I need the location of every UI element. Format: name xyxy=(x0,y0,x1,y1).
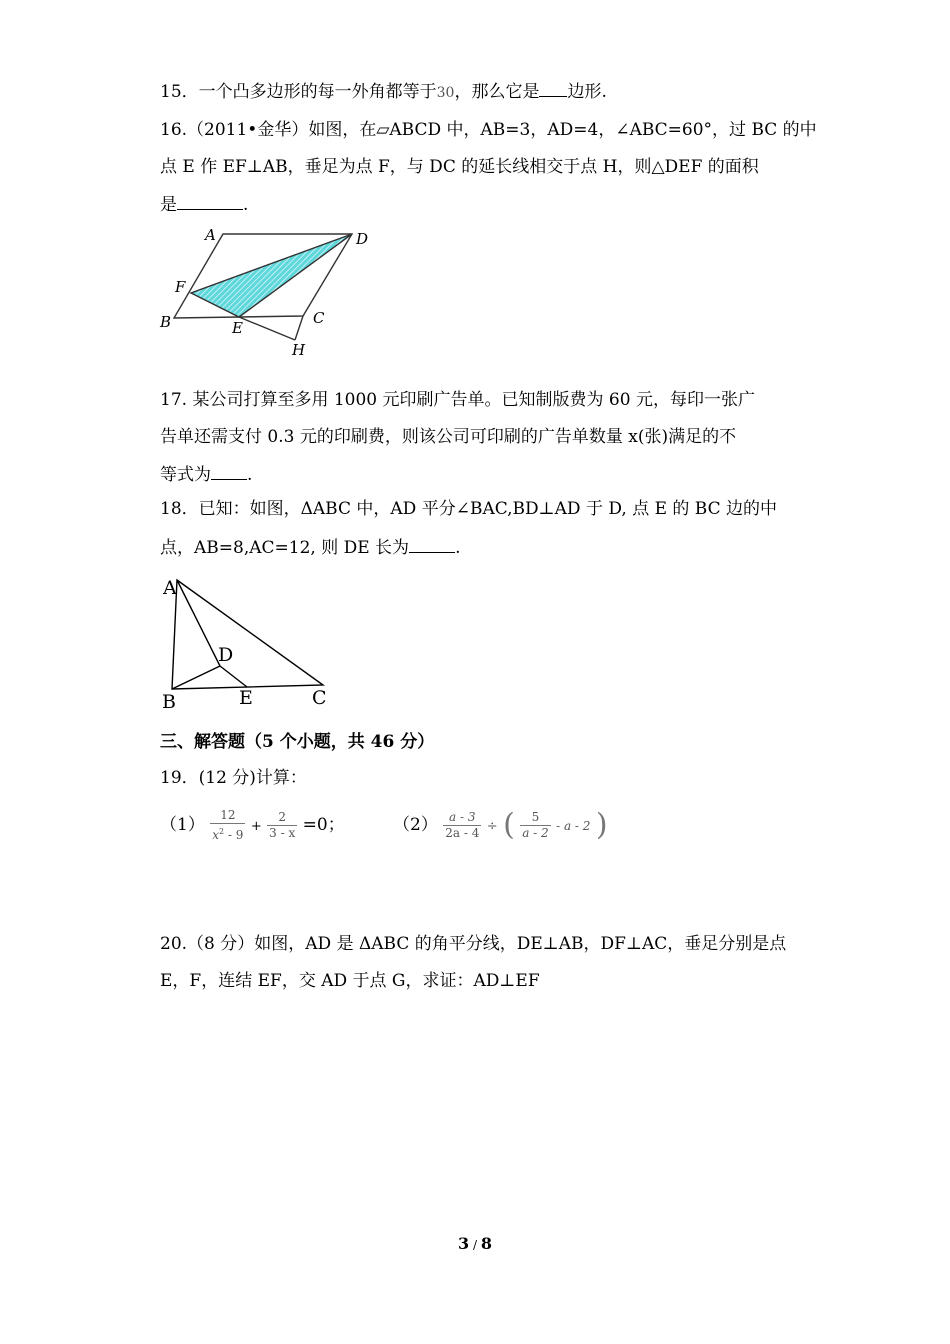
right-paren: ) xyxy=(595,807,608,843)
angle-value: 30 xyxy=(436,85,455,101)
parallelogram-figure xyxy=(155,222,385,362)
label-a: A xyxy=(205,226,216,244)
question-16-line-3: 是 . xyxy=(160,195,249,215)
question-17-line-3: 等式为 . xyxy=(160,465,253,485)
segment-eh xyxy=(239,317,295,340)
label-d: D xyxy=(356,230,369,248)
question-15: 15．一个凸多边形的每一外角都等于30，那么它是 边形. xyxy=(160,82,607,102)
segment-de xyxy=(220,666,247,687)
fraction-5-over-a2: $\frac{5}{a - 2}$ xyxy=(522,810,549,840)
label-h: H xyxy=(292,341,306,359)
question-16-line-1: 16.（2011•金华）如图，在▱ABCD 中，AB=3，AD=4，∠ABC=60°，过 BC 的中 xyxy=(160,120,817,140)
label-f: F xyxy=(175,278,186,296)
triangle-abc xyxy=(172,580,323,689)
answer-blank xyxy=(211,463,247,480)
left-paren: ( xyxy=(503,807,515,843)
question-20-line-1: 20.（8 分）如图，AD 是 ΔABC 的角平分线，DE⊥AB，DF⊥AC，垂足分别是点 xyxy=(160,934,787,954)
label-b: B xyxy=(162,691,176,713)
label-e: E xyxy=(239,687,253,709)
question-20-line-2: E，F，连结 EF，交 AD 于点 G，求证：AD⊥EF xyxy=(160,971,540,991)
question-18-line-2: 点，AB=8,AC=12, 则 DE 长为 . xyxy=(160,538,461,558)
answer-blank xyxy=(539,80,567,97)
section-3-heading: 三、解答题（5 个小题，共 46 分） xyxy=(160,732,435,752)
label-b: B xyxy=(160,313,172,331)
fraction-a3-over-2a4: $\frac{a - 3}{2a - 4}$ xyxy=(445,810,480,840)
segment-ch xyxy=(295,316,303,340)
fraction-12-over-x2-9: $\frac{12}{x^2 - 9}$ xyxy=(212,808,244,842)
triangle-figure xyxy=(155,570,345,715)
label-c: C xyxy=(313,309,325,327)
fraction-2-over-3-x: $\frac{2}{3 - x}$ xyxy=(269,810,296,840)
segment-ad xyxy=(177,580,220,666)
question-18-line-1: 18．已知：如图，ΔABC 中，AD 平分∠BAC,BD⊥AD 于 D, 点 E 的 BC 边的中 xyxy=(160,499,778,519)
page-number: 3 / 8 xyxy=(458,1234,492,1253)
question-16-line-2: 点 E 作 EF⊥AB，垂足为点 F，与 DC 的延长线相交于点 H，则△DEF 的面积 xyxy=(160,157,759,177)
question-17-line-1: 17. 某公司打算至多用 1000 元印刷广告单。已知制版费为 60 元，每印一张广 xyxy=(160,390,755,410)
label-e: E xyxy=(232,319,243,337)
question-19-part-1: （1） $\frac{12}{x^2 - 9}$ + $\frac{2}{3 - x}$ =0； xyxy=(160,808,345,842)
question-17-line-2: 告单还需支付 0.3 元的印刷费，则该公司可印刷的广告单数量 x(张)满足的不 xyxy=(160,427,737,447)
question-19-title: 19．(12 分)计算： xyxy=(160,768,307,788)
answer-blank xyxy=(177,193,243,210)
label-c: C xyxy=(312,687,327,709)
label-d: D xyxy=(218,644,234,666)
label-a: A xyxy=(163,577,177,599)
question-19-part-2: （2） $\frac{a - 3}{2a - 4}$ ÷ ( $\frac{5}{a - 2}$ - a - 2 ) xyxy=(393,807,608,843)
segment-bd xyxy=(172,666,220,689)
answer-blank xyxy=(409,536,455,553)
